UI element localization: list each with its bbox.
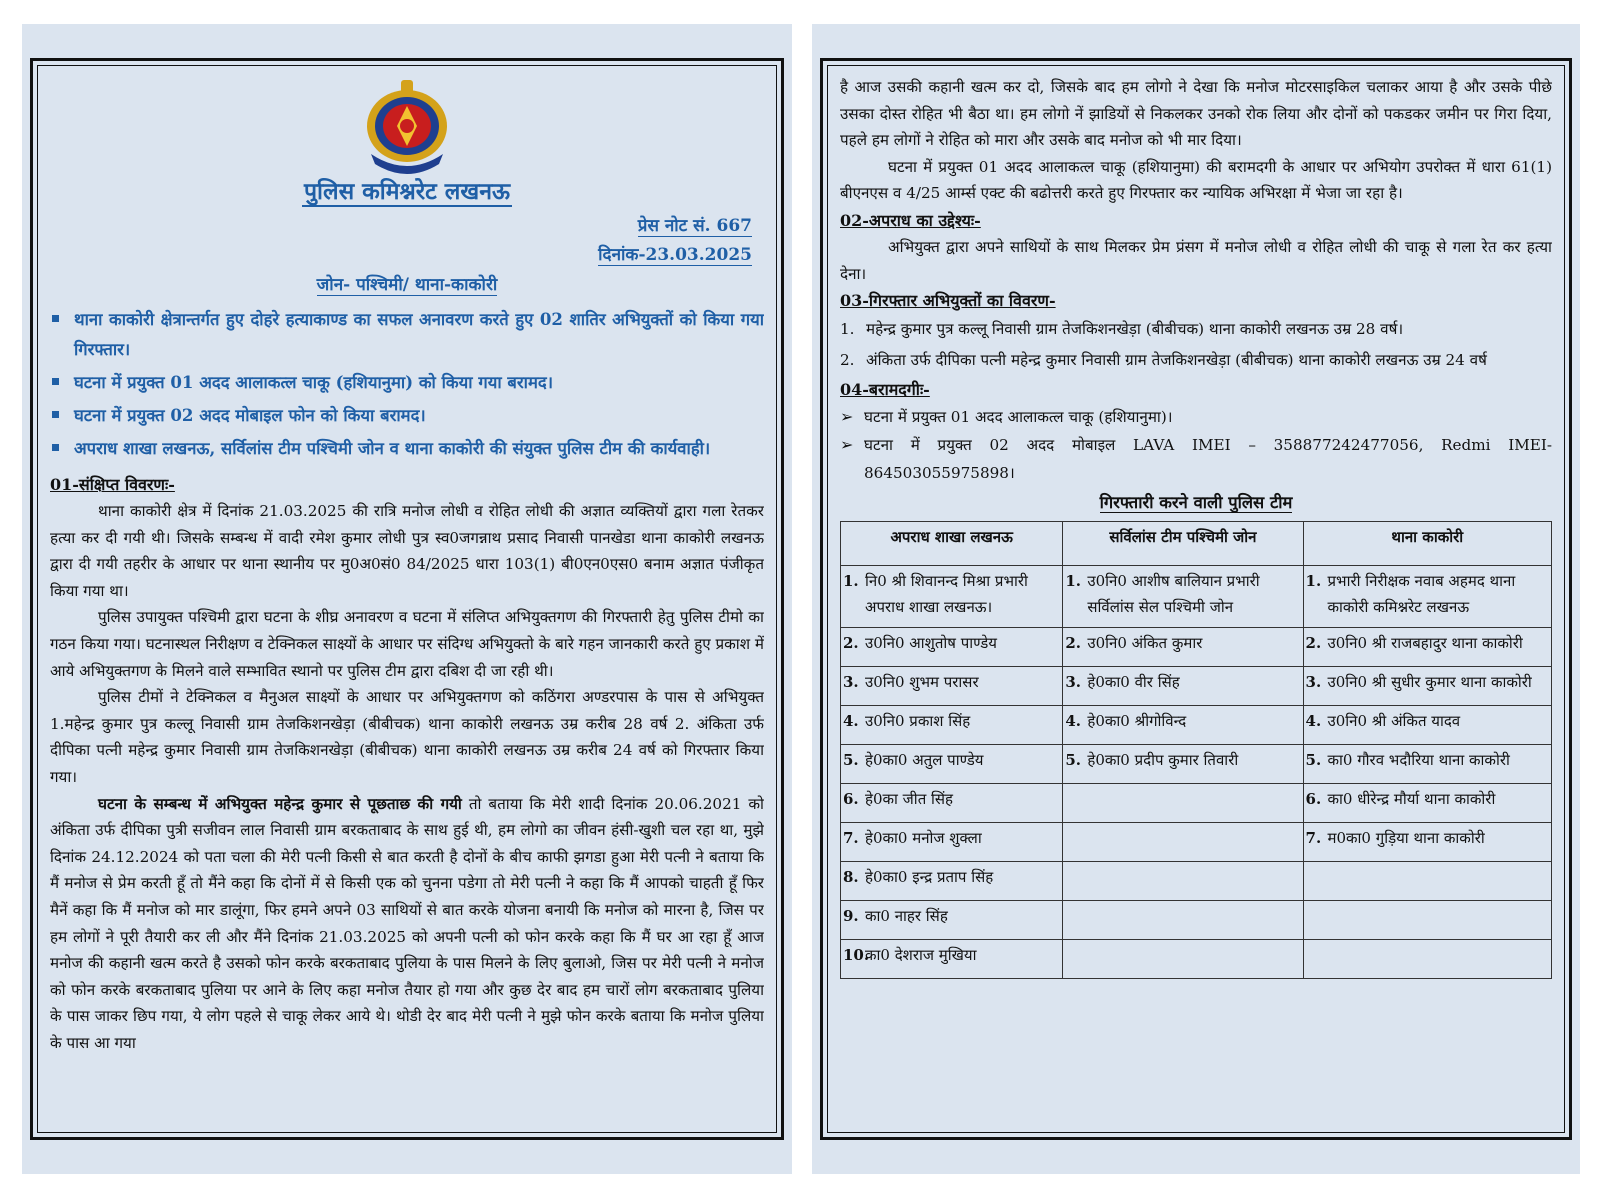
page-2-content [840, 74, 1552, 1126]
table-row [841, 784, 1552, 823]
table-cell: 2. उ0नि0 अंकित कुमार [1063, 628, 1303, 667]
table-row [841, 667, 1552, 706]
table-cell: 1. नि0 श्री शिवानन्द मिश्रा प्रभारी अपराध शाखा लखनऊ। [841, 566, 1063, 628]
press-note-page-2 [812, 24, 1580, 1174]
section-heading-motive: 02-अपराध का उद्देश्यः- [840, 210, 981, 230]
bullet-icon [52, 444, 59, 451]
table-row [841, 706, 1552, 745]
highlights-list [50, 304, 764, 463]
table-cell: 2. उ0नि0 श्री राजबहादुर थाना काकोरी [1303, 628, 1551, 667]
summary-paragraph: पुलिस उपायुक्त पश्चिमी द्वारा घटना के शीघ्र अनावरण व घटना में संलिप्त अभियुक्तगण की गिरफ्तारी हेतु पुलिस टीमो का गठन किया गया। घटनास्थल निरीक्षण व टेक्निकल साक्ष्यों के आधार पर संदिग्ध अभियुक्तो के बारे गहन जानकारी करते हुए प्रकाश में आये अभियुक्तगण के मिलने वाले सम्भावित स्थानो पर पुलिस टीम द्वारा दबिश दी जा रही थी। [50, 608, 764, 680]
zone-line: जोन- पश्चिमी/ थाना-काकोरी [316, 275, 498, 295]
table-row [841, 901, 1552, 940]
page-1-content [50, 74, 764, 1126]
bullet-icon [52, 378, 59, 385]
bullet-icon [52, 411, 59, 418]
table-cell [1303, 940, 1551, 979]
table-cell: 3. उ0नि0 श्री सुधीर कुमार थाना काकोरी [1303, 667, 1551, 706]
accused-item: 2. अंकिता उर्फ दीपिका पत्नी महेन्द्र कुमार निवासी ग्राम तेजकिशनखेड़ा (बीबीचक) थाना काकोरी लखनऊ उम्र 24 वर्ष [840, 351, 1487, 370]
interrogation-text: तो बताया कि मेरी शादी दिनांक 20.06.2021 को अंकिता उर्फ दीपिका पुत्री सजीवन लाल निवासी ग्राम बरकताबाद के साथ हुई थी, हम लोगो का जीवन हंसी-खुशी चल रहा था, मुझे दिनांक 24.12.2024 को पता चला की मेरी पत्नी किसी से बात करती है दोनों के बीच काफी झगडा हुआ मेरी पत्नी ने बताया कि मैं मनोज से प्रेम करती हूँ तो मैंने कहा कि दोनों में से किसी एक को चुनना पडेगा तो मेरी पत्नी ने कहा कि मैं आपको चाहती हूँ फिर मैनें कहा कि मैं मनोज को मार डालूंगा, फिर हमने अपने 03 साथियों से बात करके योजना बनायी कि मनोज को मारना है, जिस पर हम लोगों ने पूरी तैयारी कर ली और मैंने दिनांक 21.03.2025 को अपनी पत्नी को फोन करके कहा कि मैं घर आ रहा हूँ आज मनोज की कहानी खत्म करते है उसको फोन करके बरकताबाद पुलिया के पास मिलने के लिए बुलाओ, जिस पर मेरी पत्नी ने मनोज को फोन करके बरकताबाद पुलिया पर आने के लिए कहा मनोज तैयार हो गया और कुछ देर बाद हम चारों लोग बरकताबाद पुलिया के पास जाकर छिप गया, ये लोग पहले से चाकू लेकर आये थे। थोडी देर बाद मेरी पत्नी ने मुझे फोन करके बताया कि मनोज पुलिया के पास आ गया [50, 794, 764, 1052]
highlight-item: अपराध शाखा लखनऊ, सर्विलांस टीम पश्चिमी जोन व थाना काकोरी की संयुक्त पुलिस टीम की कार्यवाही। [50, 433, 764, 463]
table-cell [1303, 901, 1551, 940]
team-title: गिरफ्तारी करने वाली पुलिस टीम [1099, 493, 1293, 513]
table-cell: 2. उ0नि0 आशुतोष पाण्डेय [841, 628, 1063, 667]
column-header: सर्विलांस टीम पश्चिमी जोन [1063, 522, 1303, 566]
table-row [841, 823, 1552, 862]
bullet-icon [52, 315, 59, 322]
table-cell: 9. का0 नाहर सिंह [841, 901, 1063, 940]
table-cell: 7. हे0का0 मनोज शुक्ला [841, 823, 1063, 862]
press-note-date: दिनांक-23.03.2025 [598, 245, 752, 265]
table-cell: 4. उ0नि0 प्रकाश सिंह [841, 706, 1063, 745]
interrogation-lead: घटना के सम्बन्ध में अभियुक्त महेन्द्र कुमार से पूछताछ की गयी [98, 794, 462, 813]
table-cell [1063, 940, 1303, 979]
table-row [841, 862, 1552, 901]
press-note-page-1 [22, 24, 792, 1174]
recovery-paragraph: घटना में प्रयुक्त 01 अदद आलाकत्ल चाकू (हशियानुमा) की बरामदगी के आधार पर अभियोग उपरोक्त में धारा 61(1) बीएनएस व 4/25 आर्म्स एक्ट की बढोत्तरी करते हुए गिरफ्तार कर न्यायिक अभिरक्षा में भेजा जा रहा है। [840, 157, 1552, 203]
table-row [841, 940, 1552, 979]
table-cell: 3. उ0नि0 शुभम परासर [841, 667, 1063, 706]
table-cell: 5. हे0का0 अतुल पाण्डेय [841, 745, 1063, 784]
team-table-body [841, 566, 1552, 979]
arrow-bullet-icon: ➢ [840, 407, 854, 427]
recovered-item: ➢ घटना में प्रयुक्त 01 अदद आलाकत्ल चाकू (हशियानुमा)। [840, 403, 1552, 431]
up-police-emblem-icon [357, 74, 457, 174]
table-cell [1063, 823, 1303, 862]
highlight-item: घटना में प्रयुक्त 01 अदद आलाकत्ल चाकू (हशियानुमा) को किया गया बरामद। [50, 367, 764, 397]
recovered-item: ➢ घटना में प्रयुक्त 02 अदद मोबाइल LAVA IMEI – 358877242477056, Redmi IMEI-864503055975898। [840, 431, 1552, 487]
table-cell [1063, 862, 1303, 901]
page-border [30, 58, 784, 1140]
org-name: पुलिस कमिश्नरेट लखनऊ [303, 178, 511, 205]
table-cell: 5. का0 गौरव भदौरिया थाना काकोरी [1303, 745, 1551, 784]
motive-paragraph: अभियुक्त द्वारा अपने साथियों के साथ मिलकर प्रेम प्रंसग में मनोज लोधी व रोहित लोधी की चाकू से गला रेत कर हत्या देना। [840, 237, 1552, 283]
table-cell: 4. हे0का0 श्रीगोविन्द [1063, 706, 1303, 745]
table-cell [1063, 784, 1303, 823]
table-row [841, 628, 1552, 667]
section-heading-accused: 03-गिरफ्तार अभियुक्तों का विवरण- [840, 291, 1056, 311]
table-cell: 6. हे0का जीत सिंह [841, 784, 1063, 823]
summary-paragraph: पुलिस टीमों ने टेक्निकल व मैनुअल साक्ष्यों के आधार पर अभियुक्तगण को कठिंगरा अण्डरपास के पास से अभियुक्त 1.महेन्द्र कुमार पुत्र कल्लू निवासी ग्राम तेजकिशनखेड़ा (बीबीचक) थाना काकोरी लखनऊ उम्र करीब 28 वर्ष 2. अंकिता उर्फ दीपिका पत्नी महेन्द्र कुमार निवासी ग्राम तेजकिशनखेड़ा (बीबीचक) थाना काकोरी लखनऊ उम्र करीब 24 वर्ष को गिरफ्तार किया गया। [50, 688, 764, 786]
table-cell: 5. हे0का0 प्रदीप कुमार तिवारी [1063, 745, 1303, 784]
page-border [820, 58, 1572, 1140]
table-cell: 1. प्रभारी निरीक्षक नवाब अहमद थाना काकोरी कमिश्नरेट लखनऊ [1303, 566, 1551, 628]
table-cell: 1. उ0नि0 आशीष बालियान प्रभारी सर्विलांस सेल पश्चिमी जोन [1063, 566, 1303, 628]
table-cell: 4. उ0नि0 श्री अंकित यादव [1303, 706, 1551, 745]
police-team-table [840, 521, 1552, 979]
table-cell: 3. हे0का0 वीर सिंह [1063, 667, 1303, 706]
column-header: अपराध शाखा लखनऊ [841, 522, 1063, 566]
table-row [841, 745, 1552, 784]
table-cell [1303, 862, 1551, 901]
table-cell: 10. का0 देशराज मुखिया [841, 940, 1063, 979]
table-header-row [841, 522, 1552, 566]
summary-paragraph: थाना काकोरी क्षेत्र में दिनांक 21.03.2025 की रात्रि मनोज लोधी व रोहित लोधी की अज्ञात व्यक्तियों द्वारा गला रेतकर हत्या कर दी गयी थी। जिसके सम्बन्ध में वादी रमेश कुमार लोधी पुत्र स्व0जगन्नाथ प्रसाद निवासी पानखेडा थाना काकोरी लखनऊ द्वारा दी गयी तहरीर के आधार पर थाना स्थानीय पर मु0अ0सं0 84/2025 धारा 103(1) बी0एन0एस0 बनाम अज्ञात पंजीकृत किया गया था। [50, 502, 764, 600]
table-cell [1063, 901, 1303, 940]
recovered-list [840, 403, 1552, 487]
accused-list [840, 314, 1552, 376]
table-cell: 8. हे0का0 इन्द्र प्रताप सिंह [841, 862, 1063, 901]
highlight-item: थाना काकोरी क्षेत्रान्तर्गत हुए दोहरे हत्याकाण्ड का सफल अनावरण करते हुए 02 शातिर अभियुक्तों को किया गया गिरफ्तार। [50, 304, 764, 364]
arrow-bullet-icon: ➢ [840, 435, 854, 455]
section-heading-summary: 01-संक्षिप्त विवरणः- [50, 475, 175, 494]
highlight-item: घटना में प्रयुक्त 02 अदद मोबाइल फोन को किया बरामद। [50, 400, 764, 430]
column-header: थाना काकोरी [1303, 522, 1551, 566]
press-note-number: प्रेस नोट सं. 667 [637, 216, 752, 236]
interrogation-paragraph [50, 791, 764, 1057]
table-row [841, 566, 1552, 628]
section-heading-recovery: 04-बरामदगीः- [840, 380, 930, 400]
table-cell: 6. का0 धीरेन्द्र मौर्या थाना काकोरी [1303, 784, 1551, 823]
continued-paragraph: है आज उसकी कहानी खत्म कर दो, जिसके बाद हम लोगो ने देखा कि मनोज मोटरसाइकिल चलाकर आया है और उसके पीछे उसका दोस्त रोहित भी बैठा था। हम लोगो नें झाडियों से निकलकर उनको रोक लिया और दोनों को पकडकर जमीन पर गिरा दिया, पहले हम लोगों ने रोहित को मारा और उसके बाद मनोज को भी मार दिया। [840, 78, 1552, 150]
table-cell: 7. म0का0 गुड़िया थाना काकोरी [1303, 823, 1551, 862]
accused-item: 1. महेन्द्र कुमार पुत्र कल्लू निवासी ग्राम तेजकिशनखेड़ा (बीबीचक) थाना काकोरी लखनऊ उम्र 28 वर्ष। [840, 320, 1404, 339]
